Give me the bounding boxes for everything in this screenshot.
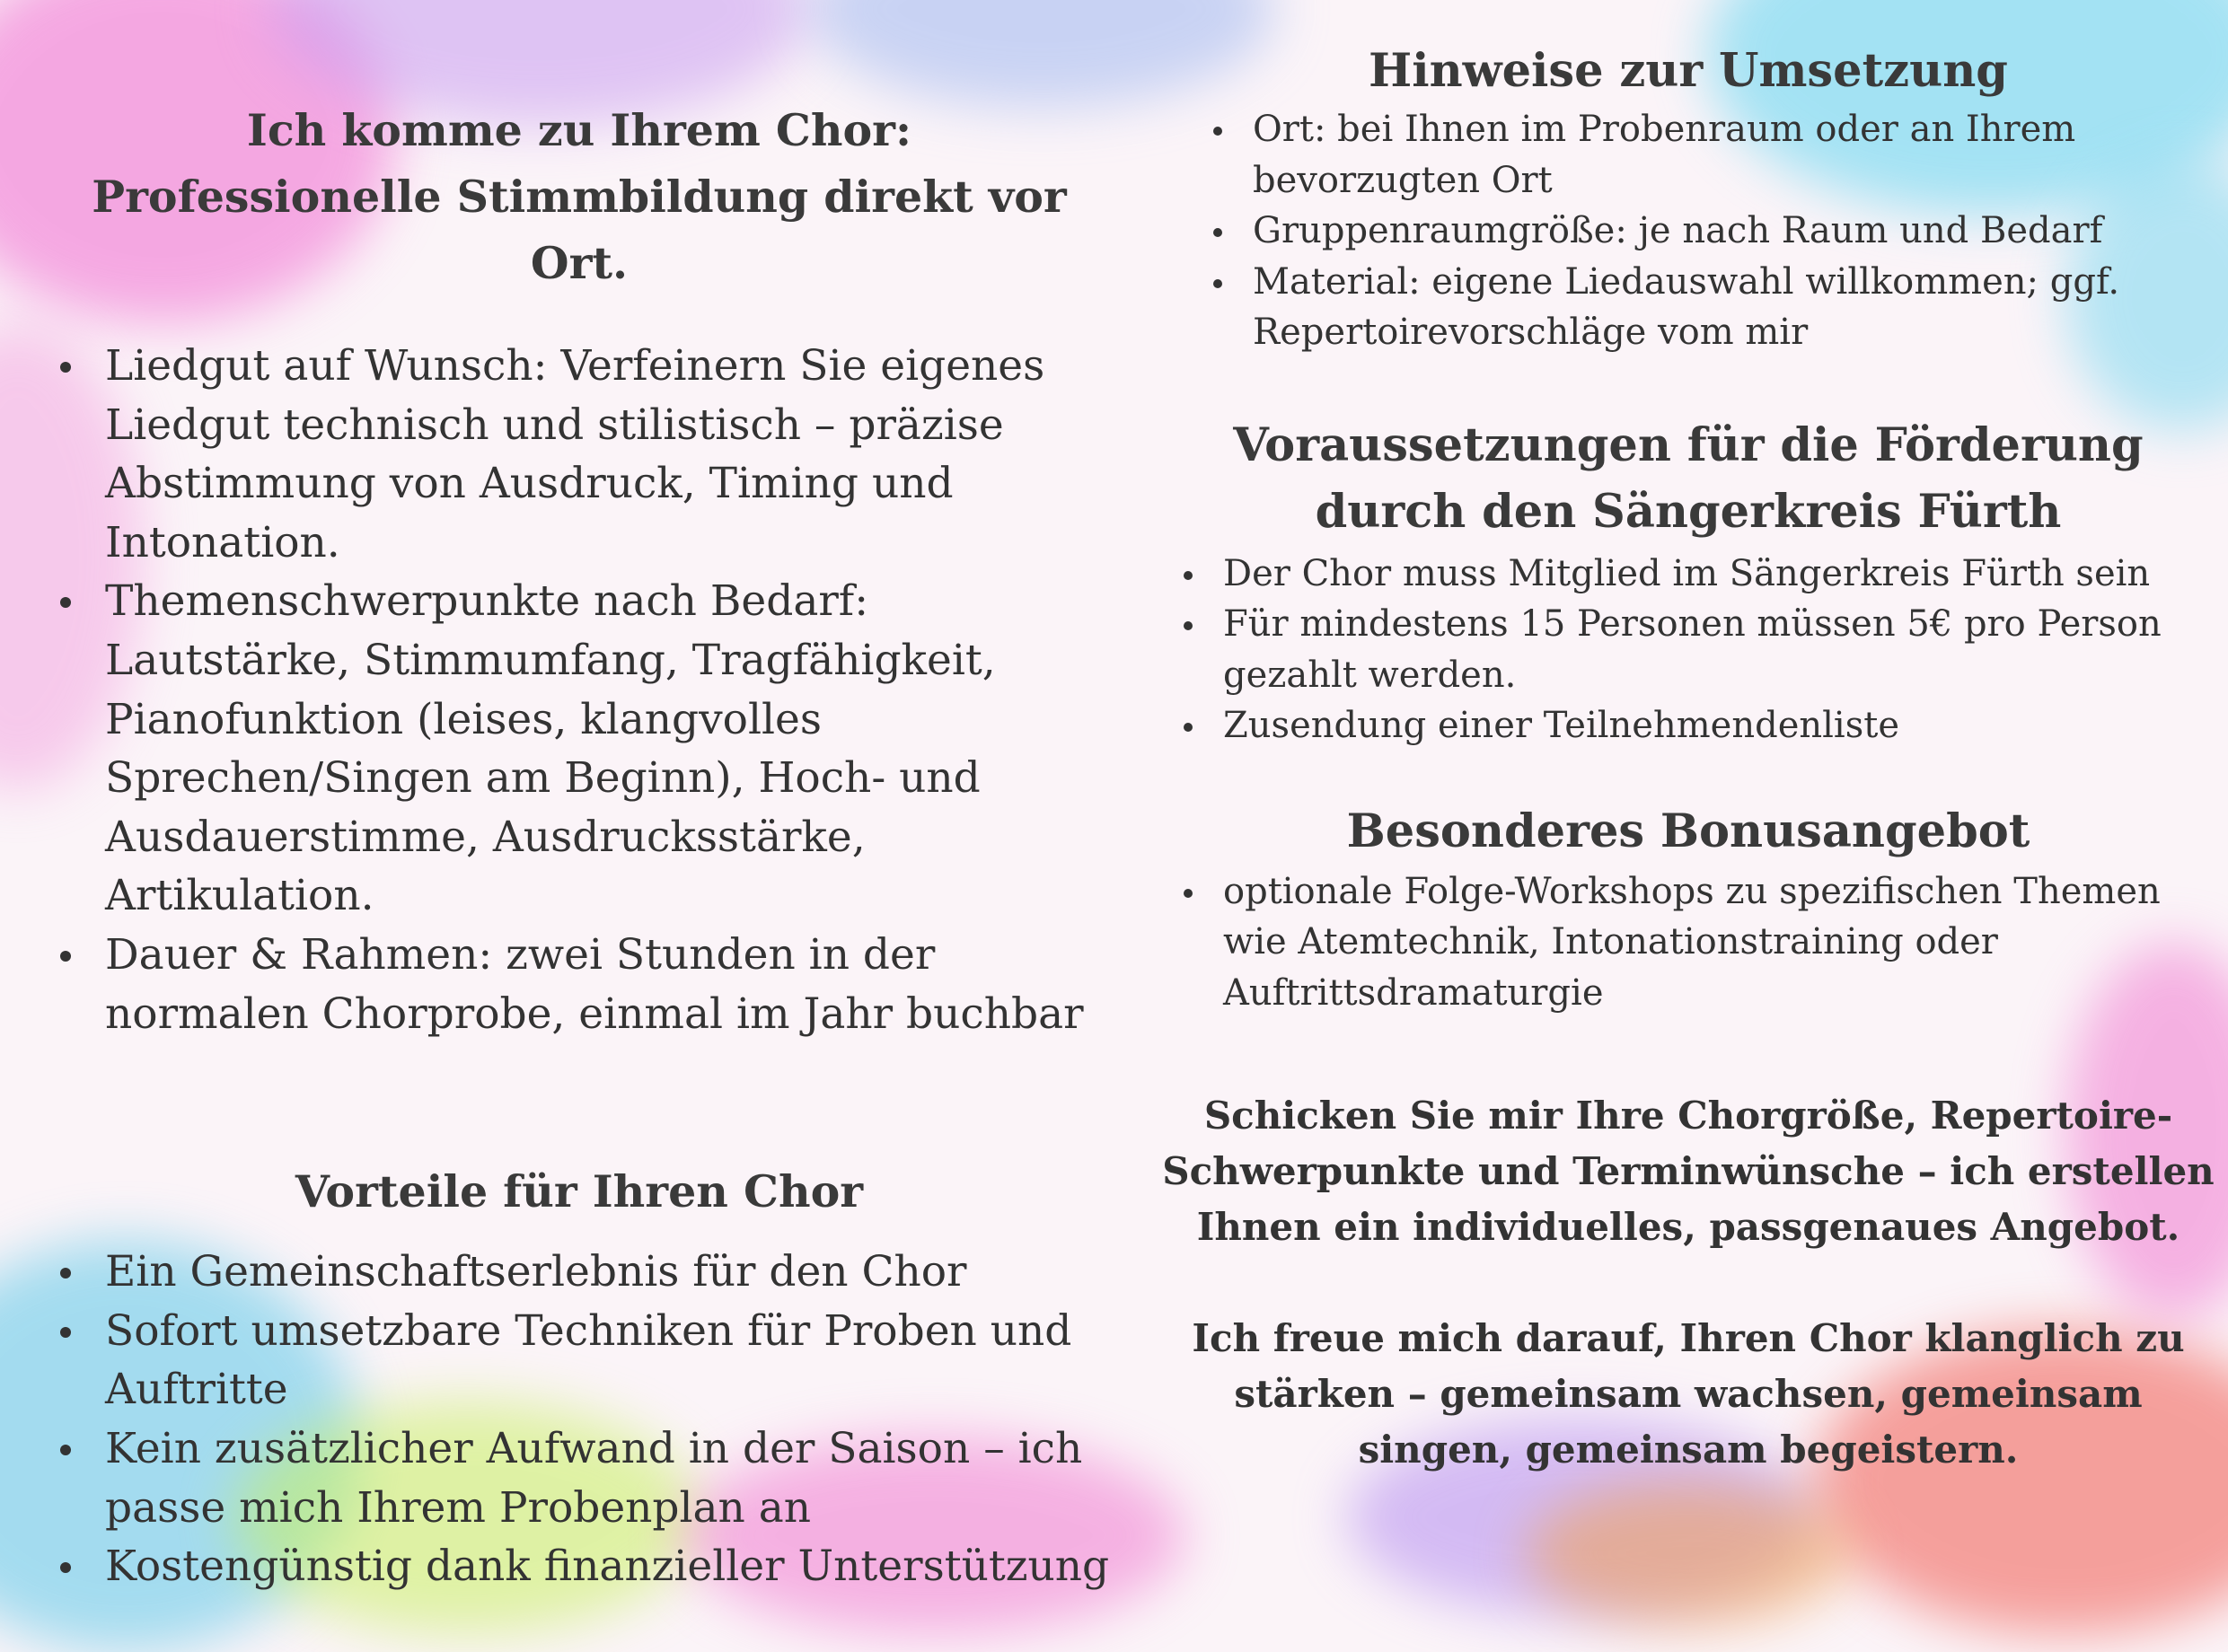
bonus-list xyxy=(1158,866,2218,1019)
list-item: Der Chor muss Mitglied im Sängerkreis Fürth sein xyxy=(1223,549,2218,600)
list-item: Liedgut auf Wunsch: Verfeinern Sie eigenes Liedgut technisch und stilistisch – präzise Abstimmung von Ausdruck, Timing und Intonation. xyxy=(105,337,1123,572)
requirements-heading: Voraussetzungen für die Förderung durch den Sängerkreis Fürth xyxy=(1233,417,2144,539)
hints-heading: Hinweise zur Umsetzung xyxy=(1369,44,2008,98)
list-item: Kein zusätzlicher Aufwand in der Saison – ich passe mich Ihrem Probenplan an xyxy=(105,1419,1123,1537)
list-item: Material: eigene Liedauswahl willkommen; ggf. Repertoirevorschläge vom mir xyxy=(1253,257,2218,358)
list-item: Gruppenraumgröße: je nach Raum und Bedarf xyxy=(1253,206,2218,257)
hints-list xyxy=(1158,104,2218,358)
intro-list xyxy=(36,337,1123,1043)
requirements-list xyxy=(1158,549,2218,751)
call-to-action: Schicken Sie mir Ihre Chorgröße, Repertoire-Schwerpunkte und Terminwünsche – ich erstellen Ihnen ein individuelles, passgenaues Angebot. xyxy=(1162,1094,2215,1249)
list-item: Themenschwerpunkte nach Bedarf: Lautstärke, Stimmumfang, Tragfähigkeit, Pianofunktion (leises, klangvolles Sprechen/Singen am Beginn), Hoch- und Ausdauerstimme, Ausdrucksstärke, Artikulation. xyxy=(105,572,1123,926)
intro-heading xyxy=(36,97,1123,296)
left-column xyxy=(36,97,1123,1596)
list-item: Dauer & Rahmen: zwei Stunden in der normalen Chorprobe, einmal im Jahr buchbar xyxy=(105,926,1123,1043)
list-item: Für mindestens 15 Personen müssen 5€ pro Person gezahlt werden. xyxy=(1223,599,2218,700)
benefits-list xyxy=(36,1243,1123,1596)
right-column xyxy=(1158,38,2218,1478)
closing-statement: Ich freue mich darauf, Ihren Chor klanglich zu stärken – gemeinsam wachsen, gemeinsam singen, gemeinsam begeistern. xyxy=(1192,1316,2185,1472)
intro-heading-line1: Ich komme zu Ihrem Chor: xyxy=(246,104,912,156)
bonus-heading: Besonderes Bonusangebot xyxy=(1346,804,2030,858)
list-item: Sofort umsetzbare Techniken für Proben und Auftritte xyxy=(105,1302,1123,1419)
benefits-heading: Vorteile für Ihren Chor xyxy=(295,1165,864,1218)
list-item: Zusendung einer Teilnehmendenliste xyxy=(1223,700,2218,751)
list-item: optionale Folge-Workshops zu spezifischen Themen wie Atemtechnik, Intonationstraining oder Auftrittsdramaturgie xyxy=(1223,866,2218,1019)
intro-heading-line2: Professionelle Stimmbildung direkt vor Ort. xyxy=(92,171,1067,289)
list-item: Ein Gemeinschaftserlebnis für den Chor xyxy=(105,1243,1123,1302)
list-item: Ort: bei Ihnen im Probenraum oder an Ihrem bevorzugten Ort xyxy=(1253,104,2218,206)
list-item: Kostengünstig dank finanzieller Unterstützung xyxy=(105,1537,1123,1596)
